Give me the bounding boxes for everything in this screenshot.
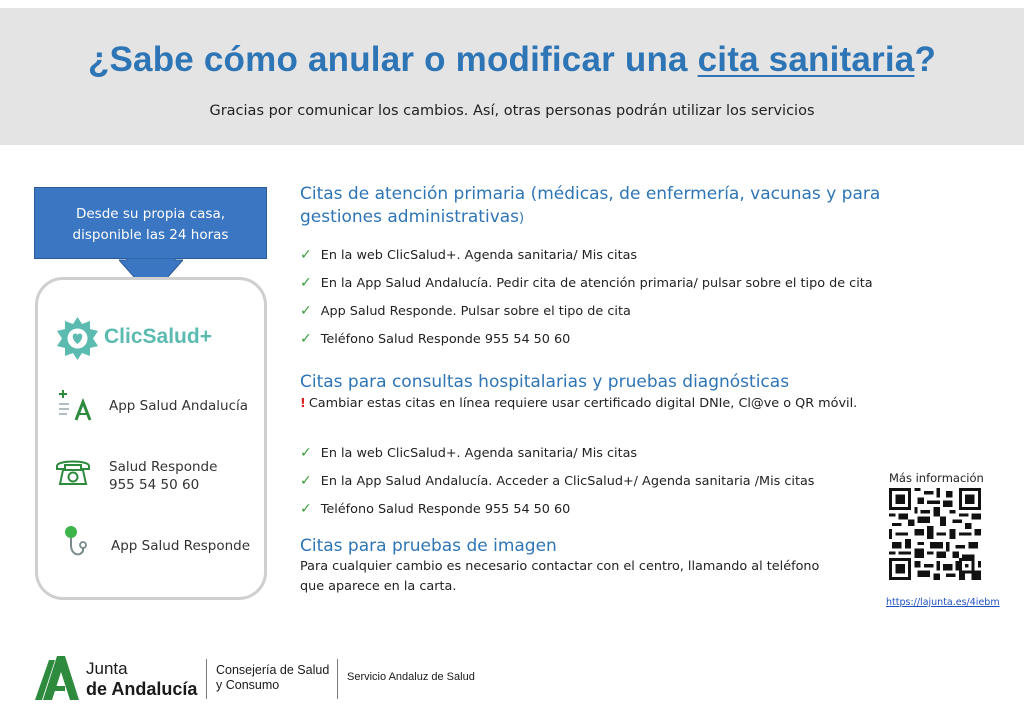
page-subtitle: Gracias por comunicar los cambios. Así, otras personas podrán utilizar los servicios xyxy=(209,103,815,119)
footer-divider xyxy=(337,659,338,699)
list-item-text: App Salud Responde. Pulsar sobre el tipo de cita xyxy=(320,304,631,319)
warning-text: Cambiar estas citas en línea requiere usar certificado digital DNIe, Cl@ve o QR móvil. xyxy=(308,396,858,411)
list-item-text: Teléfono Salud Responde 955 54 50 60 xyxy=(320,332,571,347)
list-item xyxy=(300,247,637,263)
list-item-text: En la App Salud Andalucía. Pedir cita de atención primaria/ pulsar sobre el tipo de cita xyxy=(320,276,873,291)
salud-responde-number: 955 54 50 60 xyxy=(109,477,200,493)
more-info-label: Más información xyxy=(889,471,984,485)
certificate-warning xyxy=(300,396,857,411)
app-salud-responde-label: App Salud Responde xyxy=(111,538,251,554)
section-imaging-line-2: que aparece en la carta. xyxy=(300,579,457,594)
junta-line-2: de Andalucía xyxy=(86,679,198,699)
more-info-link[interactable]: https://lajunta.es/4iebm xyxy=(886,597,1000,608)
check-icon: ✓ xyxy=(300,473,312,489)
clicsalud-logo-icon xyxy=(55,316,100,361)
clicsalud-label: ClicSalud+ xyxy=(104,325,212,348)
junta-line-1: Junta xyxy=(86,659,128,678)
page-title xyxy=(0,40,1024,80)
junta-de-andalucia-logo-icon xyxy=(35,656,79,700)
callout-box xyxy=(34,187,267,259)
list-item-text: En la web ClicSalud+. Agenda sanitaria/ Mis citas xyxy=(320,446,638,461)
list-item xyxy=(300,303,631,319)
sas-label: Servicio Andaluz de Salud xyxy=(347,671,475,683)
callout-line-2: disponible las 24 horas xyxy=(72,227,229,243)
check-icon: ✓ xyxy=(300,501,312,517)
qr-code-icon[interactable] xyxy=(889,488,981,580)
check-icon: ✓ xyxy=(300,331,312,347)
list-item xyxy=(300,331,570,347)
telephone-icon xyxy=(54,457,92,487)
section-imaging-text xyxy=(300,557,819,597)
section-primary-care-title-close: ) xyxy=(519,211,525,226)
callout-line-1: Desde su propia casa, xyxy=(75,206,226,222)
consejeria-line-2: y Consumo xyxy=(216,678,280,692)
list-item xyxy=(300,275,873,291)
section-imaging-title: Citas para pruebas de imagen xyxy=(300,536,557,556)
list-item xyxy=(300,445,637,461)
footer-divider xyxy=(206,659,207,699)
section-primary-care-title xyxy=(300,183,880,230)
check-icon: ✓ xyxy=(300,247,312,263)
list-item-text: En la web ClicSalud+. Agenda sanitaria/ Mis citas xyxy=(320,248,638,263)
list-item-text: En la App Salud Andalucía. Acceder a ClicSalud+/ Agenda sanitaria /Mis citas xyxy=(320,474,815,489)
app-salud-andalucia-icon xyxy=(56,388,94,424)
app-salud-andalucia-label: App Salud Andalucía xyxy=(109,398,249,414)
warning-icon: ! xyxy=(300,396,306,411)
list-item-text: Teléfono Salud Responde 955 54 50 60 xyxy=(320,502,571,517)
section-imaging-line-1: Para cualquier cambio es necesario contactar con el centro, llamando al teléfono xyxy=(300,559,820,574)
consejeria-line-1: Consejería de Salud xyxy=(216,663,330,677)
header-banner xyxy=(0,8,1024,145)
title-emphasis: cita sanitaria xyxy=(697,40,915,79)
consejeria-label xyxy=(216,663,329,693)
salud-responde-name: Salud Responde xyxy=(109,459,218,475)
app-salud-responde-icon xyxy=(60,525,90,561)
check-icon: ✓ xyxy=(300,303,312,319)
section-primary-care-title-line-1: Citas de atención primaria (médicas, de enfermería, vacunas y para xyxy=(300,184,881,204)
list-item xyxy=(300,473,814,489)
title-question-mark: ? xyxy=(914,40,937,79)
section-primary-care-title-line-2-text: gestiones administrativas xyxy=(300,207,520,227)
check-icon: ✓ xyxy=(300,275,312,291)
check-icon: ✓ xyxy=(300,445,312,461)
junta-de-andalucia-wordmark xyxy=(86,659,197,699)
section-hospital-title: Citas para consultas hospitalarias y pruebas diagnósticas xyxy=(300,372,790,392)
salud-responde-phone-label xyxy=(109,458,217,494)
title-text: ¿Sabe cómo anular o modificar una xyxy=(87,40,698,79)
list-item xyxy=(300,501,570,517)
section-primary-care-title-line-2 xyxy=(300,206,880,230)
